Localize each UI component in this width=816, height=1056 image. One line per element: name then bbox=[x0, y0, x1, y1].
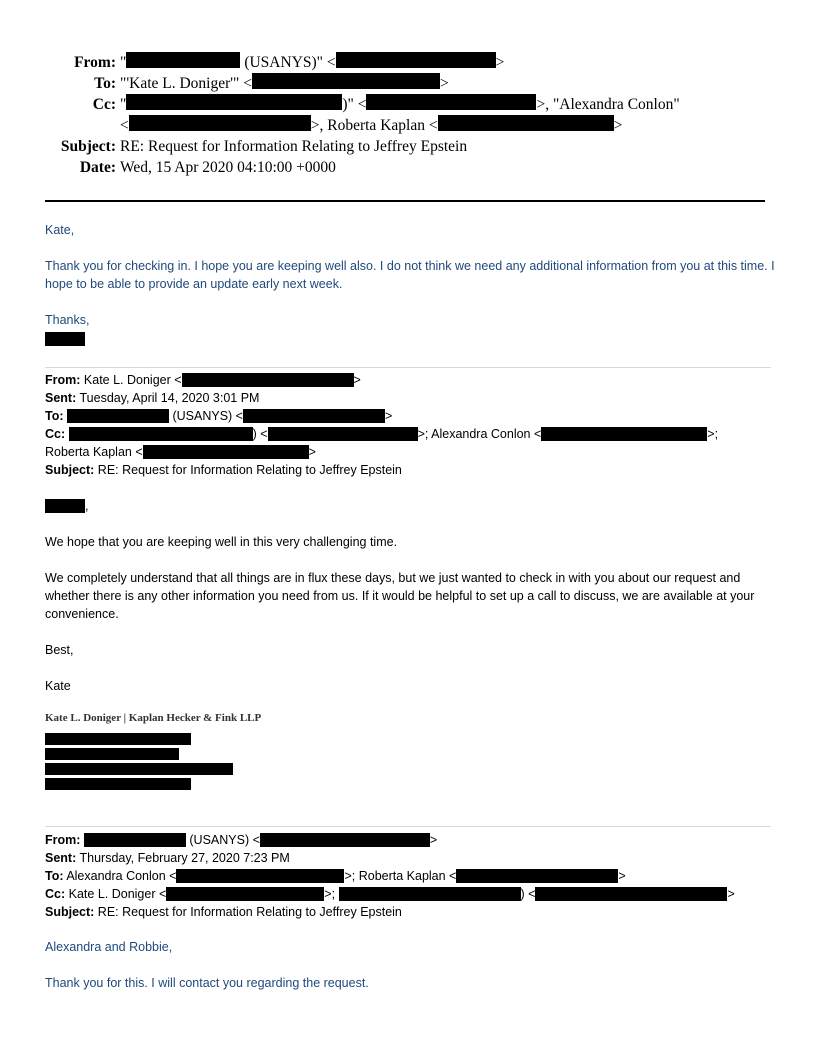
message-2-header bbox=[45, 371, 775, 479]
cc-value: , "Alexandra Conlon" bbox=[545, 96, 680, 113]
redaction bbox=[45, 733, 191, 745]
msg2-from-row: From: Kate L. Doniger < > bbox=[45, 373, 361, 387]
redaction bbox=[339, 887, 521, 901]
msg2-cc-row: Cc: ) < >; Alexandra Conlon < >; bbox=[45, 427, 719, 441]
cc-label: Cc: bbox=[92, 96, 116, 113]
msg3-greeting: Alexandra and Robbie, bbox=[45, 940, 173, 954]
subject-label: Subject: bbox=[60, 138, 116, 155]
header-from-row: From: " (USANYS)" < > bbox=[0, 52, 680, 73]
redaction bbox=[126, 52, 240, 68]
reply-body bbox=[45, 221, 775, 348]
msg3-body-text: Thank you for this. I will contact you regarding the request. bbox=[45, 976, 369, 990]
email-header bbox=[0, 52, 680, 178]
redaction bbox=[541, 427, 707, 441]
msg2-p1: We hope that you are keeping well in this very challenging time. bbox=[45, 535, 398, 549]
greeting: Kate, bbox=[45, 223, 75, 237]
message-3-header bbox=[45, 831, 775, 921]
redaction bbox=[535, 887, 727, 901]
redaction bbox=[45, 778, 191, 790]
redaction bbox=[45, 499, 85, 513]
msg2-subject-row: Subject: RE: Request for Information Relating to Jeffrey Epstein bbox=[45, 463, 402, 477]
subject-value: RE: Request for Information Relating to Jeffrey Epstein bbox=[120, 138, 468, 155]
to-value: "'Kate L. Doniger'" bbox=[120, 75, 240, 92]
header-date-row bbox=[0, 157, 680, 178]
msg3-cc-row: Cc: Kate L. Doniger < >; ) < > bbox=[45, 887, 735, 901]
redaction bbox=[45, 332, 85, 346]
redaction bbox=[126, 94, 342, 110]
message-divider bbox=[45, 367, 771, 368]
from-label: From: bbox=[74, 54, 116, 71]
msg2-sent-row: Sent: Tuesday, April 14, 2020 3:01 PM bbox=[45, 391, 260, 405]
redaction bbox=[456, 869, 618, 883]
redaction bbox=[45, 763, 233, 775]
message-2-body: , We hope that you are keeping well in this very challenging time. We completely understand that all things are in flux these days, but we just wanted to check in with you about our request and whether there is any other information you need from us. If it would be helpful to set up a call to discuss, we are available at your convenience. Best, Kate Kate L. Doniger | Kaplan Hecker & Fink LLP bbox=[45, 497, 775, 793]
to-label: To: bbox=[94, 75, 116, 92]
redaction bbox=[366, 94, 536, 110]
redaction bbox=[45, 748, 179, 760]
msg2-closing: Best, bbox=[45, 643, 74, 657]
redaction bbox=[84, 833, 186, 847]
body-text: Thank you for checking in. I hope you are keeping well also. I do not think we need any additional information from you at this time. I hope to be able to provide an update early next week. bbox=[45, 259, 775, 291]
redaction bbox=[176, 869, 344, 883]
header-divider bbox=[45, 200, 765, 202]
redaction bbox=[336, 52, 496, 68]
header-subject-row bbox=[0, 136, 680, 157]
message-divider bbox=[45, 826, 771, 827]
date-label: Date: bbox=[79, 159, 116, 176]
redaction bbox=[182, 373, 354, 387]
redaction bbox=[252, 73, 440, 89]
msg2-to-row: To: (USANYS) < > bbox=[45, 409, 393, 423]
closing: Thanks, bbox=[45, 313, 90, 327]
msg2-p2: We completely understand that all things are in flux these days, but we just wanted to check in with you about our request and whether there is any other information you need from us. If it would be helpful to set up a call to discuss, we are available at your convenience. bbox=[45, 571, 755, 621]
date-value: Wed, 15 Apr 2020 04:10:00 +0000 bbox=[120, 159, 336, 176]
header-to-row: To: "'Kate L. Doniger'" < > bbox=[0, 73, 680, 94]
from-value: (USANYS)" bbox=[244, 54, 323, 71]
msg2-name: Kate bbox=[45, 679, 71, 693]
msg3-to-row: To: Alexandra Conlon < >; Roberta Kaplan < > bbox=[45, 869, 626, 883]
redaction bbox=[69, 427, 253, 441]
redaction bbox=[129, 115, 311, 131]
redaction bbox=[143, 445, 309, 459]
msg2-cc-row-2: Roberta Kaplan < > bbox=[45, 445, 316, 459]
message-3-body bbox=[45, 938, 775, 1010]
redaction bbox=[67, 409, 169, 423]
redaction bbox=[438, 115, 614, 131]
redaction bbox=[243, 409, 385, 423]
redaction bbox=[268, 427, 418, 441]
msg3-sent-row: Sent: Thursday, February 27, 2020 7:23 PM bbox=[45, 851, 290, 865]
redaction bbox=[166, 887, 324, 901]
msg3-subject-row: Subject: RE: Request for Information Relating to Jeffrey Epstein bbox=[45, 905, 402, 919]
msg3-from-row: From: (USANYS) < > bbox=[45, 833, 438, 847]
signature: Kate L. Doniger | Kaplan Hecker & Fink LLP bbox=[45, 712, 262, 724]
redaction bbox=[260, 833, 430, 847]
header-cc-row: Cc: " )" < > , "Alexandra Conlon" bbox=[0, 94, 680, 115]
cc-value-2: , Roberta Kaplan bbox=[319, 117, 425, 134]
header-cc-row-2: < > , Roberta Kaplan < > bbox=[120, 117, 623, 134]
